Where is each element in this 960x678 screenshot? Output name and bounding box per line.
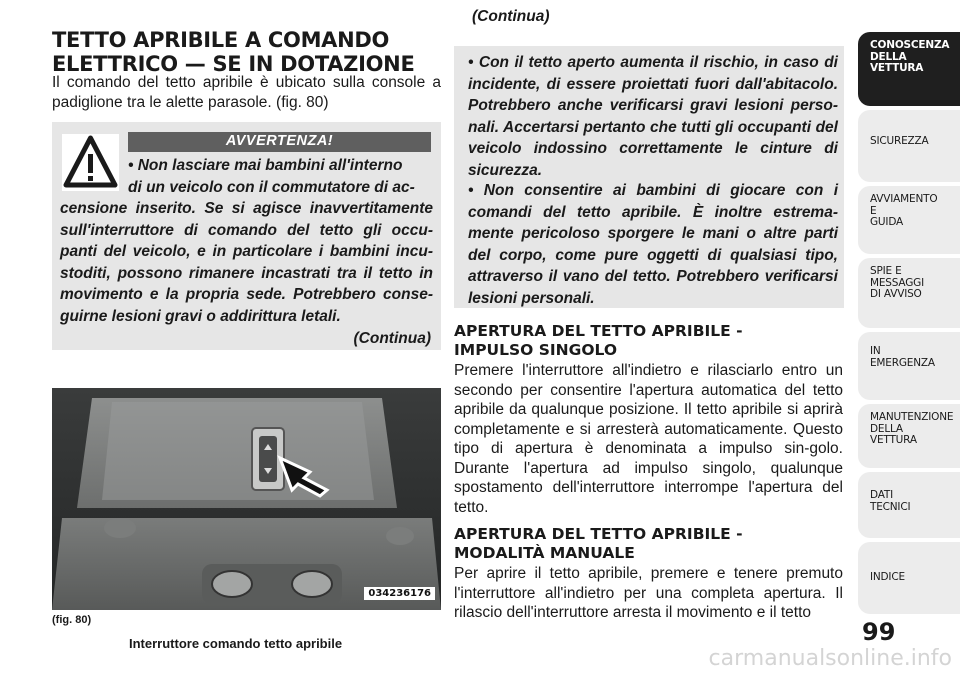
warning-triangle-icon — [62, 134, 119, 191]
warning-line-1: • Non lasciare mai bambini all'interno — [128, 157, 403, 174]
continued-header: (Continua) — [472, 8, 550, 25]
section2-paragraph: Per aprire il tetto apribile, premere e tenere premuto l'interruttore all'indietro per una completa apertura. Il rilascio dell'interruttore arresta il movimento e il tetto — [454, 565, 843, 621]
section2-title-line-2: MODALITÀ MANUALE — [454, 544, 635, 562]
warning-box — [52, 122, 441, 350]
warning-bullet-1: • Con il tetto aperto aumenta il rischio, in caso di incidente, di essere proiettati fuori dall'abitacolo. Potrebbero anche verificarsi gravi lesioni perso-nali. Accertarsi pertanto che tutti gli occupanti del veicolo indossino correttamente le cinture di sicurezza. — [468, 54, 838, 179]
tab-conoscenza-della-vettura[interactable] — [858, 32, 960, 106]
tab-indice[interactable] — [858, 542, 960, 614]
warning-text-rest: censione inserito. Se si agisce inavvertitamente sull'interruttore di comando del tetto gli occu-panti del veicolo, e in particolare i bambini incu-stoditi, possono rimanere incastrati tra il tetto in movimento e la propria sede. Potrebbero conse-guirne lesioni gravi o addirittura letali. — [60, 200, 433, 325]
warning-bullet-2: • Non consentire ai bambini di giocare con i comandi del tetto apribile. È inoltre estrema-mente pericoloso sporgere le mani o altre parti del corpo, come pure oggetti di qualsiasi tipo, attraverso il vano del tetto. Potrebbero verificarsi lesioni personali. — [468, 182, 838, 307]
figure-reference: (fig. 80) — [52, 614, 92, 626]
tab-label: SPIE E MESSAGGI DI AVVISO — [870, 265, 924, 300]
tab-label: AVVIAMENTO E GUIDA — [870, 193, 938, 228]
tab-sicurezza[interactable] — [858, 110, 960, 182]
figure-code: 034236176 — [364, 587, 435, 600]
section1-title-line-1: APERTURA DEL TETTO APRIBILE - — [454, 322, 743, 340]
tab-avviamento-e-guida[interactable] — [858, 186, 960, 254]
tab-label: IN EMERGENZA — [870, 345, 935, 369]
warning-continuation-box — [454, 46, 844, 308]
tab-spie-e-messaggi[interactable] — [858, 258, 960, 328]
tab-label: SICUREZZA — [870, 135, 929, 147]
section1-title-line-2: IMPULSO SINGOLO — [454, 341, 618, 359]
tab-dati-tecnici[interactable] — [858, 472, 960, 538]
tab-label: CONOSCENZA DELLA VETTURA — [870, 39, 950, 74]
section1-title — [454, 322, 844, 360]
tab-label: MANUTENZIONE DELLA VETTURA — [870, 411, 954, 446]
warning-label: AVVERTENZA! — [128, 132, 431, 152]
section2-title — [454, 525, 844, 563]
console-illustration — [52, 388, 441, 610]
watermark: carmanualsonline.info — [708, 646, 952, 671]
warning-text-first-lines — [128, 155, 433, 198]
section2-title-line-1: APERTURA DEL TETTO APRIBILE - — [454, 525, 743, 543]
title-line-2: ELETTRICO — SE IN DOTAZIONE — [52, 52, 415, 76]
tab-label: INDICE — [870, 571, 905, 583]
figure-caption: Interruttore comando tetto apribile — [129, 636, 343, 651]
tab-label: DATI TECNICI — [870, 489, 911, 513]
tab-manutenzione-della-vettura[interactable] — [858, 404, 960, 468]
page-number: 99 — [862, 618, 896, 646]
intro-paragraph: Il comando del tetto apribile è ubicato sulla console a padiglione tra le alette parasole. (fig. 80) — [52, 74, 441, 111]
tab-in-emergenza[interactable] — [858, 332, 960, 400]
section-title — [52, 28, 442, 76]
title-line-1: TETTO APRIBILE A COMANDO — [52, 28, 390, 52]
continued-label: (Continua) — [353, 330, 431, 347]
section1-paragraph: Premere l'interruttore all'indietro e rilasciarlo entro un secondo per consentire l'apertura automatica del tetto apribile da qualunque posizione. Il tetto apribile si aprirà completamente e si arresterà automaticamente. Questo tipo di apertura è denominata a impulso sin-golo. Durante l'apertura ad impulso singolo, qualunque spostamento dell'interruttore interrompe l'apertura del tetto. — [454, 362, 843, 516]
warning-line-2: di un veicolo con il commutatore di ac- — [128, 178, 415, 196]
overhead-console-photo — [52, 388, 441, 610]
